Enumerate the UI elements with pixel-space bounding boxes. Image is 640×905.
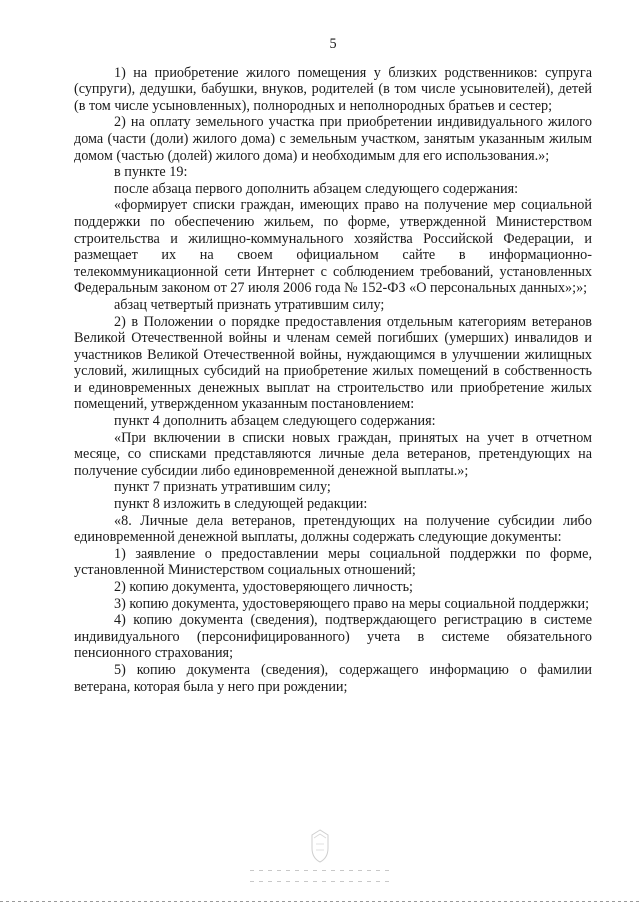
page-number: 5: [329, 36, 337, 52]
paragraph: 1) заявление о предоставлении меры социальной поддержки по форме, установленной Министерством социальных отношений;: [74, 545, 592, 579]
paragraph: пункт 4 дополнить абзацем следующего содержания:: [114, 413, 436, 430]
paragraph: «формирует списки граждан, имеющих право на получение мер социальной поддержки по обеспечению жильем, по форме, утвержденной Министерством строительства и жилищно-коммунального хозяйства Российской Федерации, и размещает их на своем официальном сайте в информационно-телекоммуникационной сети Интернет с соблюдением требований, установленных Федеральным законом от 27 июля 2006 года № 152-ФЗ «О персональных данных»;»;: [74, 197, 592, 297]
paragraph: пункт 8 изложить в следующей редакции:: [114, 496, 368, 513]
paragraph: 2) копию документа, удостоверяющего личность;: [114, 579, 413, 595]
paragraph: 4) копию документа (сведения), подтверждающего регистрацию в системе индивидуального (персонифицированного) учета в системе обязательного пенсионного страхования;: [74, 612, 592, 662]
paragraph: 2) на оплату земельного участка при приобретении индивидуального жилого дома (части (доли) жилого дома) с земельным участком, занятым указанным жилым домом (частью (долей) жилого дома) и необходимым для его использования.»;: [74, 114, 592, 164]
paragraph: «При включении в списки новых граждан, принятых на учет в отчетном месяце, со списками представляются личные дела ветеранов, претендующих на получение субсидии либо единовременной денежной выплаты.»;: [74, 429, 592, 479]
page-edge-rule: [0, 901, 640, 902]
paragraph: пункт 7 признать утратившим силу;: [114, 479, 331, 496]
paragraph: в пункте 19:: [114, 164, 188, 181]
watermark-line: [250, 870, 390, 871]
paragraph: 5) копию документа (сведения), содержащего информацию о фамилии ветерана, которая была у него при рождении;: [74, 661, 592, 695]
paragraph: «8. Личные дела ветеранов, претендующих на получение субсидии либо единовременной денежной выплаты, должны содержать следующие документы:: [74, 512, 592, 546]
watermark-line: [250, 881, 390, 882]
paragraph: после абзаца первого дополнить абзацем следующего содержания:: [114, 180, 519, 197]
paragraph: абзац четвертый признать утратившим силу;: [114, 296, 385, 313]
paragraph: 1) на приобретение жилого помещения у близких родственников: супруга (супруги), дедушки, бабушки, внуков, родителей (в том числе усыновителей), детей (в том числе усыновленных), полнородных и неполнородных братьев и сестер;: [74, 64, 592, 114]
paragraph: 3) копию документа, удостоверяющего право на меры социальной поддержки;: [114, 595, 590, 612]
coat-of-arms-watermark-icon: [300, 826, 340, 866]
paragraph: 2) в Положении о порядке предоставления отдельным категориям ветеранов Великой Отечественной войны и членам семей погибших (умерших) инвалидов и участников Великой Отечественной войны, нуждающимся в улучшении жилищных условий, жилищных субсидий на приобретение жилых помещений в собственность и единовременных денежных выплат на строительство или приобретение жилых помещений, утвержденном указанным постановлением:: [74, 313, 592, 413]
document-page: [74, 36, 592, 695]
